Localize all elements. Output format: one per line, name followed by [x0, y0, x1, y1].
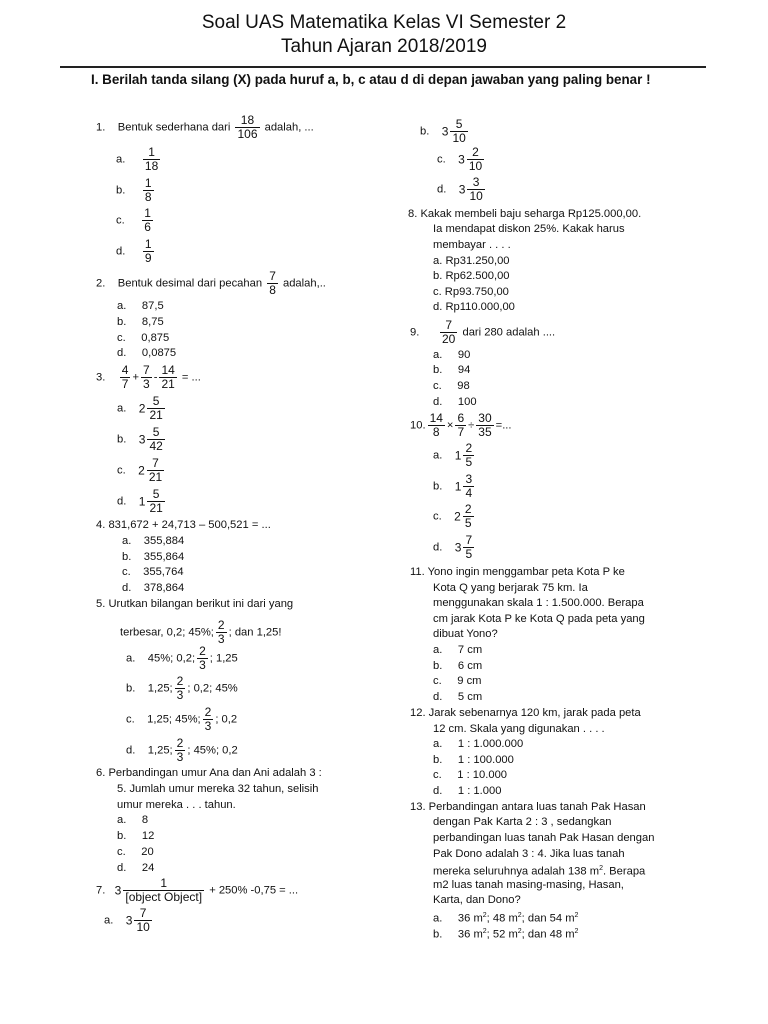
question-9: 9. $\frac{7}{20}$ dari 280 adalah ....: [410, 318, 556, 346]
question-2: 2. Bentuk desimal dari pecahan $\frac{7}{8}$ adalah,..: [96, 269, 326, 297]
option-1a[interactable]: a. $\frac{1}{18}$: [116, 145, 159, 173]
question-11-line4: cm jarak Kota P ke Kota Q pada peta yang: [433, 613, 645, 625]
option-12a[interactable]: a. 1 : 1.000.000: [433, 738, 524, 750]
question-6-line2: 5. Jumlah umur mereka 32 tahun, selisih: [117, 783, 319, 795]
question-11: 11. Yono ingin menggambar peta Kota P ke: [410, 566, 625, 578]
option-7b[interactable]: b. 3 $\frac{5}{10}$: [420, 117, 466, 145]
fraction: $\frac{7}{5}$: [465, 533, 473, 561]
question-8-line3: membayar . . . .: [433, 239, 511, 251]
fraction: $\frac{2}{5}$: [465, 441, 473, 469]
fraction: $\frac{7}{8}$: [269, 269, 276, 297]
question-11-line5: dibuat Yono?: [433, 628, 498, 640]
option-3c[interactable]: c. 2 $\frac{7}{21}$: [117, 456, 163, 484]
question-12-line2: 12 cm. Skala yang digunakan . . . .: [433, 723, 605, 735]
option-9d[interactable]: d. 100: [433, 396, 477, 408]
fraction: $\frac{1}{18}$: [144, 145, 159, 173]
question-13-line7: Karta, dan Dono?: [433, 894, 521, 906]
option-10c[interactable]: c. 2 $\frac{2}{5}$: [433, 502, 472, 530]
option-2d[interactable]: d. 0,0875: [117, 347, 177, 359]
option-4c[interactable]: c. 355,764: [122, 566, 184, 578]
option-7a[interactable]: a. 3 $\frac{7}{10}$: [104, 906, 150, 934]
question-8: 8. Kakak membeli baju seharga Rp125.000,00.: [408, 208, 642, 220]
header-divider: [60, 66, 706, 68]
option-3d[interactable]: d. 1 $\frac{5}{21}$: [117, 487, 163, 515]
option-13a[interactable]: a. 36 $m^2$; 48 $m^2$; dan 54 $m^2$: [433, 912, 579, 925]
option-10d[interactable]: d. 3 $\frac{7}{5}$: [433, 533, 473, 561]
option-10b[interactable]: b. 1 $\frac{3}{4}$: [433, 472, 473, 500]
fraction: $\frac{2}{3}$: [199, 644, 206, 672]
option-10a[interactable]: a. 1 $\frac{2}{5}$: [433, 441, 473, 469]
question-8-line2: Ia mendapat diskon 25%. Kakak harus: [433, 223, 625, 235]
question-11-line3: menggunakan skala 1 : 1.500.000. Berapa: [433, 597, 644, 609]
question-4: 4. 831,672 + 24,713 – 500,521 = ...: [96, 519, 271, 531]
fraction: $\frac{3}{10}$: [469, 175, 483, 203]
option-8b[interactable]: b. Rp62.500,00: [433, 270, 510, 282]
question-13: 13. Perbandingan antara luas tanah Pak Hasan: [410, 801, 646, 813]
fraction: $\frac{3}{4}$: [465, 472, 473, 500]
fraction: $\frac{2}{3}$: [176, 736, 184, 764]
question-6: 6. Perbandingan umur Ana dan Ani adalah 3 :: [96, 767, 322, 779]
fraction: $\frac{2}{3}$: [217, 618, 225, 646]
option-9b[interactable]: b. 94: [433, 364, 471, 376]
fraction: $\frac{7}{20}$: [442, 318, 456, 346]
fraction: $\frac{1}{9}$: [144, 237, 152, 265]
option-6c[interactable]: c. 20: [117, 846, 154, 858]
fraction: $\frac{5}{42}$: [149, 425, 163, 453]
question-10: 10. $\frac{14}{8}$ × $\frac{6}{7}$ ÷ $\frac{30}{35}$ =...: [410, 411, 512, 439]
fraction: $\frac{14}{21}$: [161, 363, 175, 391]
question-13-line3: perbandingan luas tanah Pak Hasan dengan: [433, 832, 655, 844]
fraction: $\frac{18}{106}$: [237, 113, 258, 141]
option-11b[interactable]: b. 6 cm: [433, 660, 483, 672]
option-3a[interactable]: a. 2 $\frac{5}{21}$: [117, 394, 163, 422]
fraction: $\frac{2}{10}$: [468, 145, 483, 173]
option-4a[interactable]: a. 355,884: [122, 535, 185, 547]
option-11a[interactable]: a. 7 cm: [433, 644, 483, 656]
question-5: 5. Urutkan bilangan berikut ini dari yang: [96, 598, 294, 610]
fraction: $\frac{30}{35}$: [478, 411, 492, 439]
question-5-line2: terbesar, 0,2; 45%; $\frac{2}{3}$ ; dan 1,25!: [120, 618, 282, 646]
fraction: $\frac{6}{7}$: [457, 411, 465, 439]
option-7d[interactable]: d. 3 $\frac{3}{10}$: [437, 175, 483, 203]
option-2a[interactable]: a. 87,5: [117, 300, 164, 312]
q-text: Bentuk sederhana dari: [117, 121, 231, 134]
option-5a[interactable]: a. 45%; 0,2; $\frac{2}{3}$ ; 1,25: [126, 644, 238, 672]
fraction: $\frac{5}{21}$: [149, 394, 163, 422]
option-11c[interactable]: c. 9 cm: [433, 675, 482, 687]
option-4d[interactable]: d. 378,864: [122, 582, 185, 594]
question-3: 3. $\frac{4}{7}$ + $\frac{7}{3}$ - $\frac{14}{21}$ = ...: [96, 363, 201, 391]
question-13-line5: mereka seluruhnya adalah 138 $m^2$. Berapa: [433, 865, 646, 878]
fraction: $\frac{7}{21}$: [148, 456, 163, 484]
option-8d[interactable]: d. Rp110.000,00: [433, 301, 515, 313]
option-11d[interactable]: d. 5 cm: [433, 691, 483, 703]
option-2b[interactable]: b. 8,75: [117, 316, 164, 328]
fraction: $\frac{2}{3}$: [204, 705, 212, 733]
fraction: $\frac{5}{10}$: [452, 117, 466, 145]
option-8c[interactable]: c. Rp93.750,00: [433, 286, 509, 298]
option-9c[interactable]: c. 98: [433, 380, 470, 392]
question-13-line4: Pak Dono adalah 3 : 4. Jika luas tanah: [433, 848, 625, 860]
option-12b[interactable]: b. 1 : 100.000: [433, 754, 514, 766]
option-4b[interactable]: b. 355,864: [122, 551, 185, 563]
question-13-line2: dengan Pak Karta 2 : 3 , sedangkan: [433, 816, 612, 828]
option-2c[interactable]: c. 0,875: [117, 332, 170, 344]
option-13b[interactable]: b. 36 $m^2$; 52 $m^2$; dan 48 $m^2$: [433, 928, 579, 941]
option-6d[interactable]: d. 24: [117, 862, 155, 874]
q-text: adalah, ...: [264, 121, 314, 134]
fraction: $\frac{1}{8}$: [144, 176, 152, 204]
option-9a[interactable]: a. 90: [433, 349, 471, 361]
question-1: [96, 114, 314, 141]
question-6-line3: umur mereka . . . tahun.: [117, 799, 236, 811]
instruction: I. Berilah tanda silang (X) pada huruf a, b, c atau d di depan jawaban yang paling benar !: [91, 72, 651, 87]
fraction: $\frac{4}{7}$: [121, 363, 129, 391]
question-13-line6: m2 luas tanah masing-masing, Hasan,: [433, 879, 624, 891]
fraction: $\frac{2}{3}$: [176, 674, 184, 702]
question-12: 12. Jarak sebenarnya 120 km, jarak pada peta: [410, 707, 641, 719]
option-7c[interactable]: c. 3 $\frac{2}{10}$: [437, 145, 483, 173]
question-7: 7. 3 $\frac{1}{\text{[object Object]}}$ + 250% -0,75 = ...: [96, 876, 299, 904]
option-5c[interactable]: c. 1,25; 45%; $\frac{2}{3}$ ; 0,2: [126, 705, 238, 733]
q-number: 1.: [96, 121, 106, 134]
fraction: $\frac{1}{\text{[object Object]}}$: [125, 876, 203, 904]
fraction: $\frac{5}{21}$: [149, 487, 163, 515]
fraction: $\frac{2}{5}$: [464, 502, 472, 530]
option-1d[interactable]: d. $\frac{1}{9}$: [116, 237, 152, 265]
option-5b[interactable]: b. 1,25; $\frac{2}{3}$ ; 0,2; 45%: [126, 674, 238, 702]
page-subtitle: Tahun Ajaran 2018/2019: [280, 36, 487, 57]
fraction: $\frac{1}{6}$: [144, 206, 151, 234]
option-12c[interactable]: c. 1 : 10.000: [433, 769, 508, 781]
page-title: Soal UAS Matematika Kelas VI Semester 2: [201, 12, 567, 33]
option-6b[interactable]: b. 12: [117, 830, 155, 842]
fraction: $\frac{7}{10}$: [136, 906, 150, 934]
option-12d[interactable]: d. 1 : 1.000: [433, 785, 502, 797]
fraction: $\frac{14}{8}$: [429, 411, 443, 439]
fraction: $\frac{7}{3}$: [143, 363, 150, 391]
option-1b[interactable]: b. $\frac{1}{8}$: [116, 176, 152, 204]
option-8a[interactable]: a. Rp31.250,00: [433, 255, 510, 267]
option-5d[interactable]: d. 1,25; $\frac{2}{3}$ ; 45%; 0,2: [126, 736, 238, 764]
option-6a[interactable]: a. 8: [117, 814, 149, 826]
option-3b[interactable]: b. 3 $\frac{5}{42}$: [117, 425, 163, 453]
question-11-line2: Kota Q yang berjarak 75 km. Ia: [433, 582, 588, 594]
option-1c[interactable]: c. $\frac{1}{6}$: [116, 206, 151, 234]
